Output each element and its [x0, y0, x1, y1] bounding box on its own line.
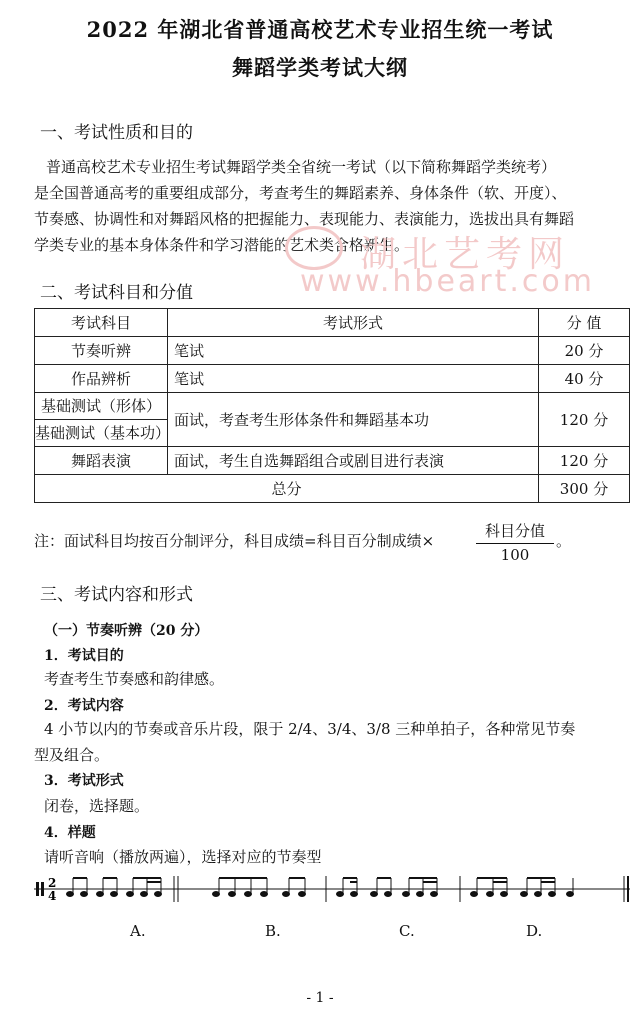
cell-score: 40 分 [539, 365, 630, 393]
table-row [35, 337, 630, 365]
table-header-row [35, 309, 630, 337]
option-a: A. [130, 922, 146, 940]
watermark-url: www.hbeart.com [300, 264, 595, 299]
table-total-row [35, 475, 630, 503]
section2-heading: 二、考试科目和分值 [40, 283, 193, 303]
cell-form: 笔试 [168, 337, 539, 365]
cell-subject: 作品辨析 [35, 365, 168, 393]
table-header-subject: 考试科目 [35, 309, 168, 337]
section1-line4: 学类专业的基本身体条件和学习潜能的艺术类合格新生。 [34, 236, 410, 254]
fraction-denominator: 100 [500, 546, 530, 564]
cell-score: 120 分 [539, 447, 630, 475]
item4-label: 4．样题 [44, 825, 96, 841]
section1-heading: 一、考试性质和目的 [40, 123, 193, 143]
cell-subject-split [35, 393, 171, 447]
item1-label: 1．考试目的 [44, 648, 124, 664]
cell-subject-bottom: 基础测试（基本功） [35, 424, 171, 442]
cell-form: 笔试 [168, 365, 539, 393]
option-d: D. [526, 922, 543, 940]
page-number: - 1 - [306, 990, 334, 1006]
table-row [35, 447, 630, 475]
score-table [34, 308, 630, 503]
document-title-line1: 2022 年湖北省普通高校艺术专业招生统一考试 [86, 17, 554, 42]
table-header-score: 分 值 [539, 309, 630, 337]
section3-heading: 三、考试内容和形式 [40, 585, 193, 605]
item2-text: 4 小节以内的节奏或音乐片段，限于 2/4、3/4、3/8 三种单拍子，各种常见节奏 [44, 720, 576, 738]
option-b: B. [265, 922, 281, 940]
section1-line2: 是全国普通高考的重要组成部分，考查考生的舞蹈素养、身体条件（软、开度）、 [34, 184, 567, 202]
cell-total-score: 300 分 [539, 475, 630, 503]
rhythm-staff [34, 872, 630, 906]
svg-text:2: 2 [48, 876, 57, 890]
note-end: 。 [556, 532, 572, 550]
table-row [35, 365, 630, 393]
score-note: 注：面试科目均按百分制评分，科目成绩=科目百分制成绩× [34, 532, 435, 550]
cell-form: 面试，考生自选舞蹈组合或剧目进行表演 [168, 447, 539, 475]
table-row [35, 393, 630, 447]
cell-total-label: 总分 [35, 475, 539, 503]
section1-line3: 节奏感、协调性和对舞蹈风格的把握能力、表现能力、表演能力，选拔出具有舞蹈 [34, 210, 575, 228]
table-header-form: 考试形式 [168, 309, 539, 337]
cell-subject: 舞蹈表演 [35, 447, 168, 475]
document-title-line2: 舞蹈学类考试大纲 [232, 55, 408, 80]
item3-label: 3．考试形式 [44, 773, 124, 789]
cell-form: 面试，考查考生形体条件和舞蹈基本功 [168, 393, 539, 447]
watermark-text: 湖北艺考网 [360, 234, 571, 275]
svg-text:4: 4 [48, 889, 57, 903]
item2-label: 2．考试内容 [44, 698, 124, 714]
section3-subheading: （一）节奏听辨（20 分） [44, 623, 209, 639]
cell-subject: 节奏听辨 [35, 337, 168, 365]
item1-text: 考查考生节奏感和韵律感。 [44, 670, 225, 688]
item4-text: 请听音响（播放两遍），选择对应的节奏型 [44, 848, 322, 866]
cell-score: 20 分 [539, 337, 630, 365]
option-c: C. [399, 922, 415, 940]
section1-line1: 普通高校艺术专业招生考试舞蹈学类全省统一考试（以下简称舞蹈学类统考） [46, 158, 557, 176]
fraction-numerator: 科目分值 [476, 520, 554, 544]
score-fraction [476, 520, 554, 564]
cell-score: 120 分 [539, 393, 630, 447]
item3-text: 闭卷，选择题。 [44, 797, 150, 815]
item2-text2: 型及组合。 [34, 746, 110, 764]
cell-subject-top: 基础测试（形体） [35, 393, 167, 420]
